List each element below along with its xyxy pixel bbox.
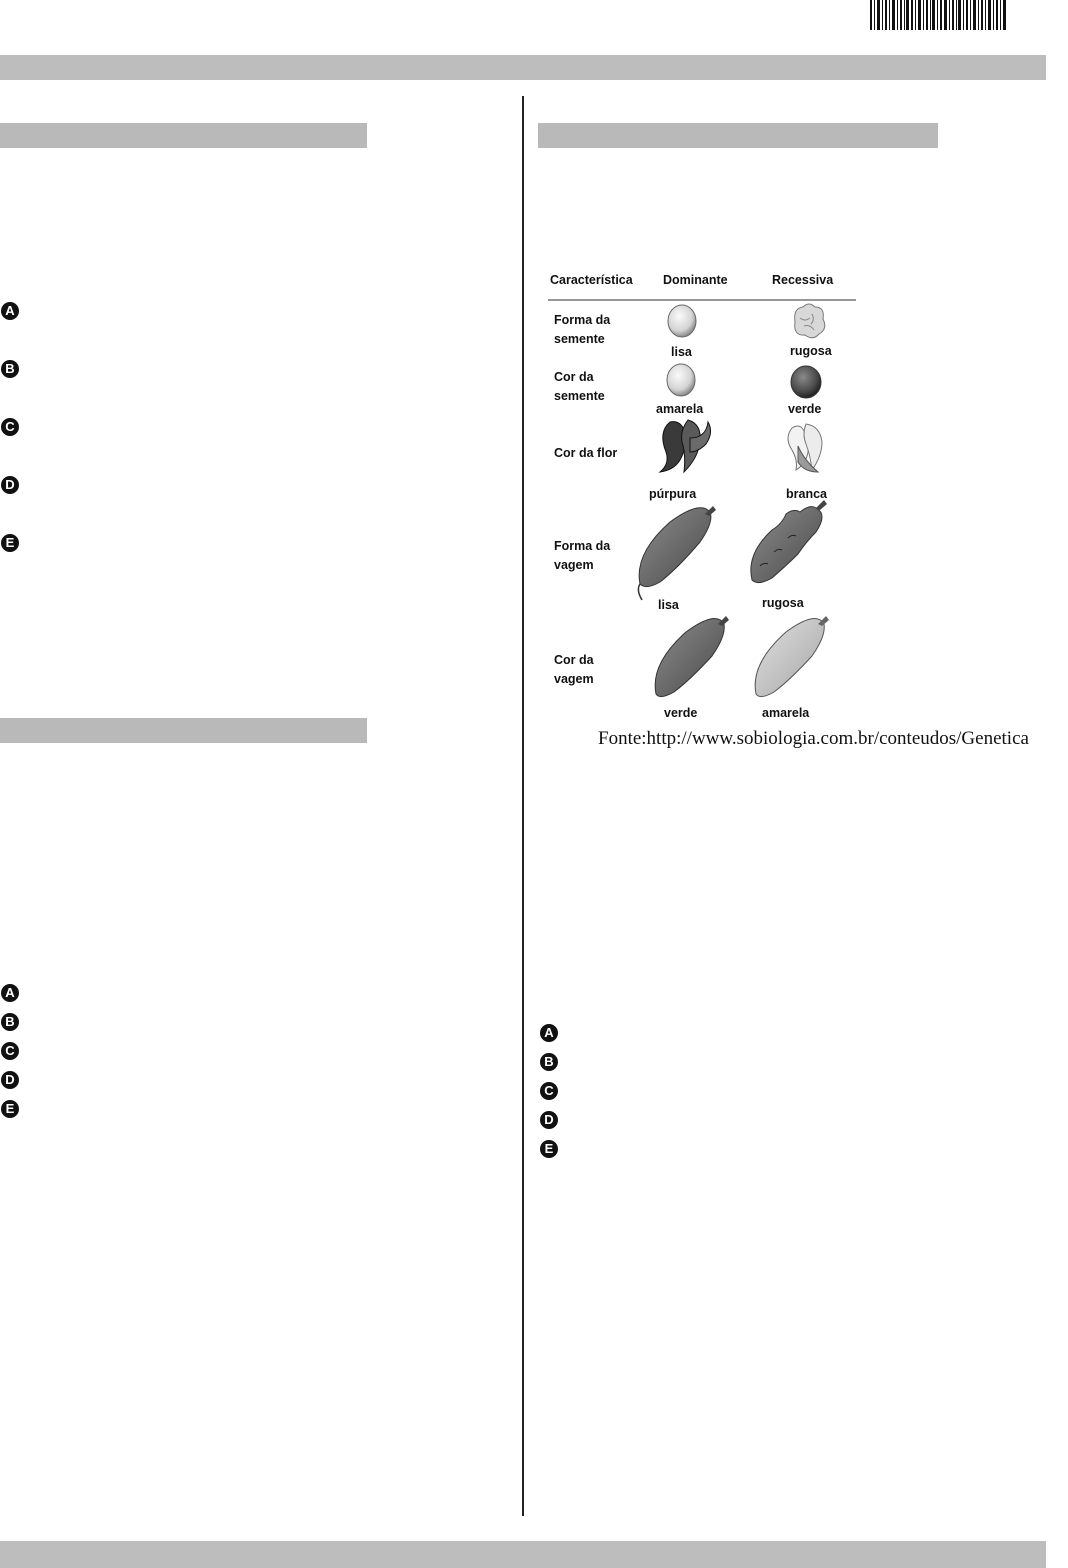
recessive-label: rugosa [762,596,804,610]
dominant-label: lisa [658,598,679,612]
purple-flower-image [660,420,711,472]
pea-traits-figure [540,262,870,724]
row-label: Cor da flor [554,446,618,460]
question-header-bar [0,718,367,743]
option-e-badge[interactable]: E [1,1100,19,1118]
yellow-pod-image [755,616,829,697]
wrinkled-pod-image [751,500,827,583]
option-c-badge[interactable]: C [1,418,19,436]
smooth-seed-image [668,305,696,337]
recessive-label: rugosa [790,344,832,358]
recessive-label: amarela [762,706,810,720]
header-dominant: Dominante [663,273,728,287]
option-e-badge[interactable]: E [540,1140,558,1158]
row-label: semente [554,389,605,403]
option-b-badge[interactable]: B [1,1013,19,1031]
column-divider [522,96,524,1516]
option-d-badge[interactable]: D [1,1071,19,1089]
recessive-label: branca [786,487,827,501]
wrinkled-seed-image [795,304,825,338]
option-c-badge[interactable]: C [1,1042,19,1060]
option-e-badge[interactable]: E [1,534,19,552]
row-label: Forma da [554,539,611,553]
option-a-badge[interactable]: A [1,984,19,1002]
recessive-label: verde [788,402,822,416]
option-b-badge[interactable]: B [540,1053,558,1071]
option-d-badge[interactable]: D [540,1111,558,1129]
header-band [0,55,1046,80]
row-label: semente [554,332,605,346]
header-recessive: Recessiva [772,273,834,287]
barcode [870,0,1008,32]
green-pod-image [655,616,729,697]
row-label: Forma da [554,313,611,327]
dominant-label: lisa [671,345,692,359]
row-label: Cor da [554,653,594,667]
row-label: vagem [554,672,594,686]
option-d-badge[interactable]: D [1,476,19,494]
smooth-pod-image [638,506,716,600]
header-characteristic: Característica [550,273,633,287]
figure-source-caption: Fonte:http://www.sobiologia.com.br/conteudos/Genetica [598,728,1029,749]
option-a-badge[interactable]: A [1,302,19,320]
row-label: vagem [554,558,594,572]
white-flower-image [788,424,822,472]
dominant-label: verde [664,706,698,720]
yellow-seed-image [667,364,695,396]
green-seed-image [791,366,821,398]
dominant-label: amarela [656,402,704,416]
option-c-badge[interactable]: C [540,1082,558,1100]
option-b-badge[interactable]: B [1,360,19,378]
question-header-bar [538,123,938,148]
question-header-bar [0,123,367,148]
option-a-badge[interactable]: A [540,1024,558,1042]
row-label: Cor da [554,370,594,384]
dominant-label: púrpura [649,487,697,501]
footer-band [0,1541,1046,1568]
